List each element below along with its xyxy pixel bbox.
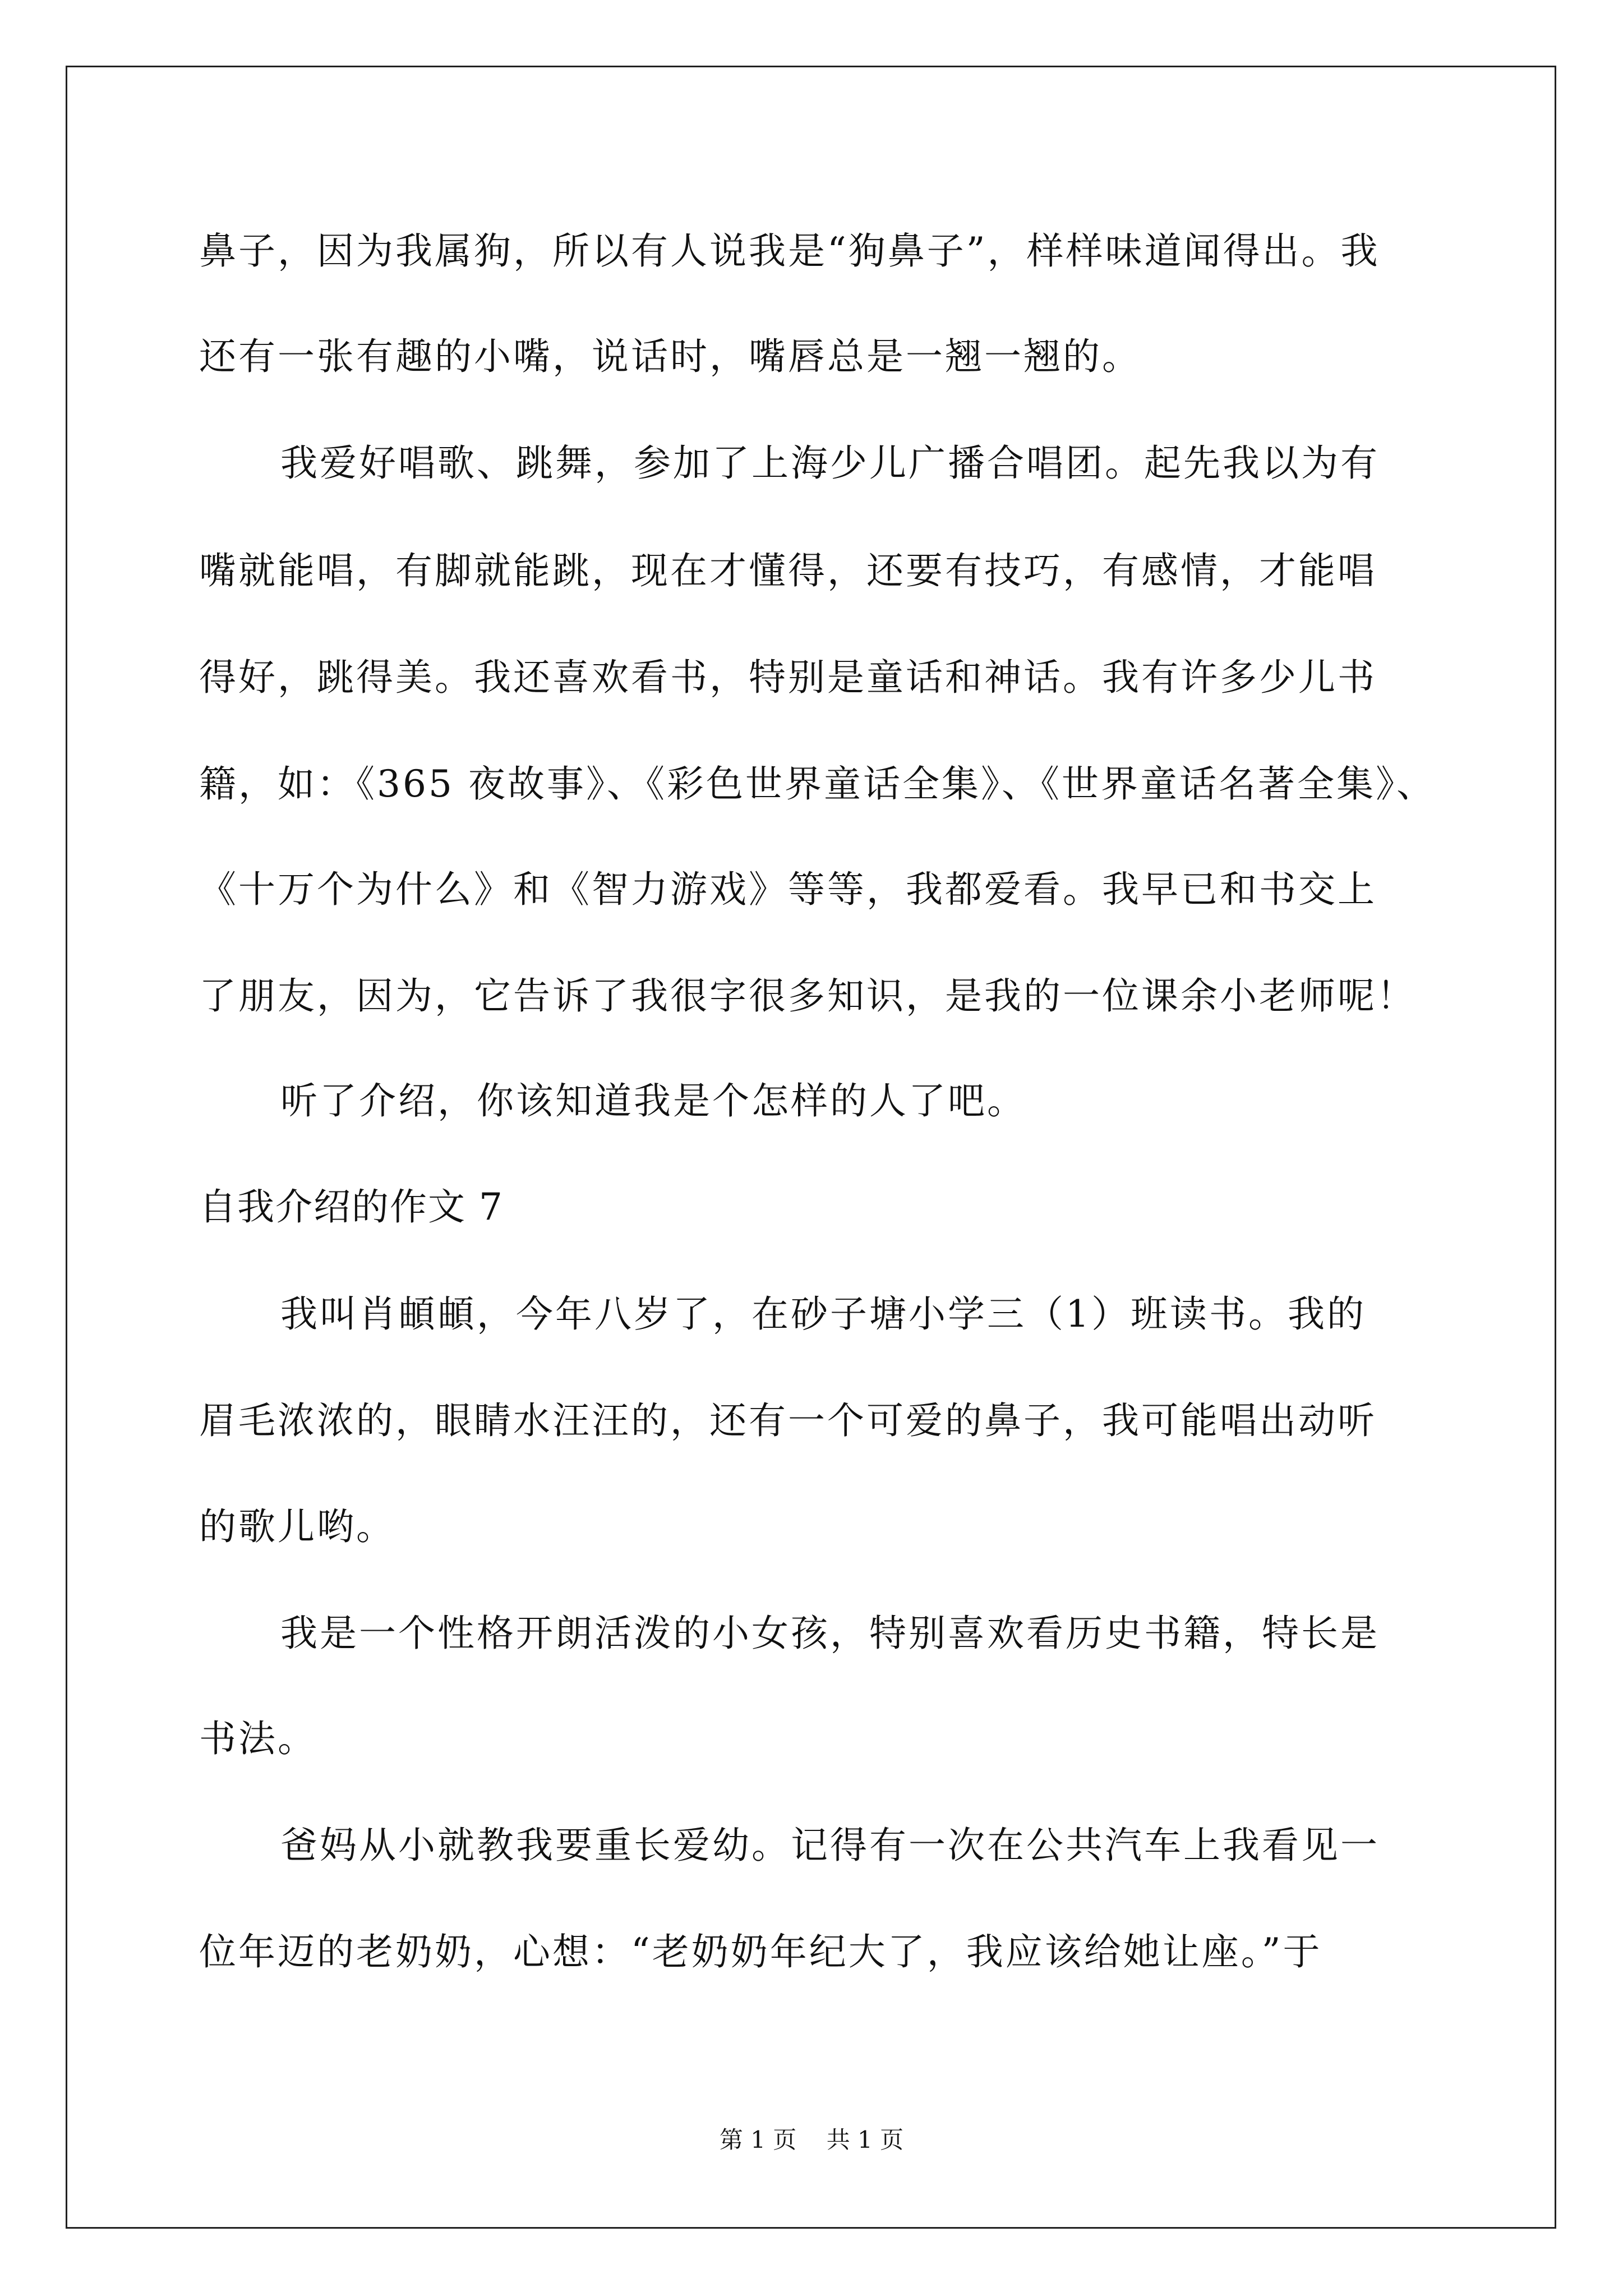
text-line: 我是一个性格开朗活泼的小女孩，特别喜欢看历史书籍，特长是: [280, 1612, 1380, 1655]
text-line: 爸妈从小就教我要重长爱幼。记得有一次在公共汽车上我看见一: [280, 1824, 1380, 1867]
text-line: 眉毛浓浓的，眼睛水汪汪的，还有一个可爱的鼻子，我可能唱出动听: [199, 1399, 1377, 1442]
text-line: 了朋友，因为，它告诉了我很字很多知识，是我的一位课余小老师呢！: [199, 974, 1416, 1018]
text-line: 我叫肖頔頔，今年八岁了，在砂子塘小学三（1）班读书。我的: [280, 1292, 1366, 1336]
text-line: 的歌儿哟。: [199, 1505, 395, 1548]
text-line: 鼻子，因为我属狗，所以有人说我是“狗鼻子”，样样味道闻得出。我: [199, 229, 1380, 273]
page-border: [66, 66, 1556, 2229]
text-line: 我爱好唱歌、跳舞，参加了上海少儿广播合唱团。起先我以为有: [280, 441, 1380, 485]
text-line: 《十万个为什么》和《智力游戏》等等，我都爱看。我早已和书交上: [199, 868, 1377, 911]
text-line: 位年迈的老奶奶，心想：“老奶奶年纪大了，我应该给她让座。”于: [199, 1930, 1322, 1973]
section-heading: 自我介绍的作文 7: [199, 1185, 504, 1228]
text-line: 籍，如：《365 夜故事》、《彩色世界童话全集》、《世界童话名著全集》、: [199, 762, 1436, 806]
text-line: 书法。: [199, 1717, 317, 1760]
text-line: 得好，跳得美。我还喜欢看书，特别是童话和神话。我有许多少儿书: [199, 656, 1377, 699]
text-line: 嘴就能唱，有脚就能跳，现在才懂得，还要有技巧，有感情，才能唱: [199, 549, 1377, 592]
page-number-footer: 第 1 页 共 1 页: [719, 2126, 904, 2154]
text-line: 听了介绍，你该知道我是个怎样的人了吧。: [280, 1079, 1026, 1122]
text-line: 还有一张有趣的小嘴，说话时，嘴唇总是一翘一翘的。: [199, 335, 1141, 378]
